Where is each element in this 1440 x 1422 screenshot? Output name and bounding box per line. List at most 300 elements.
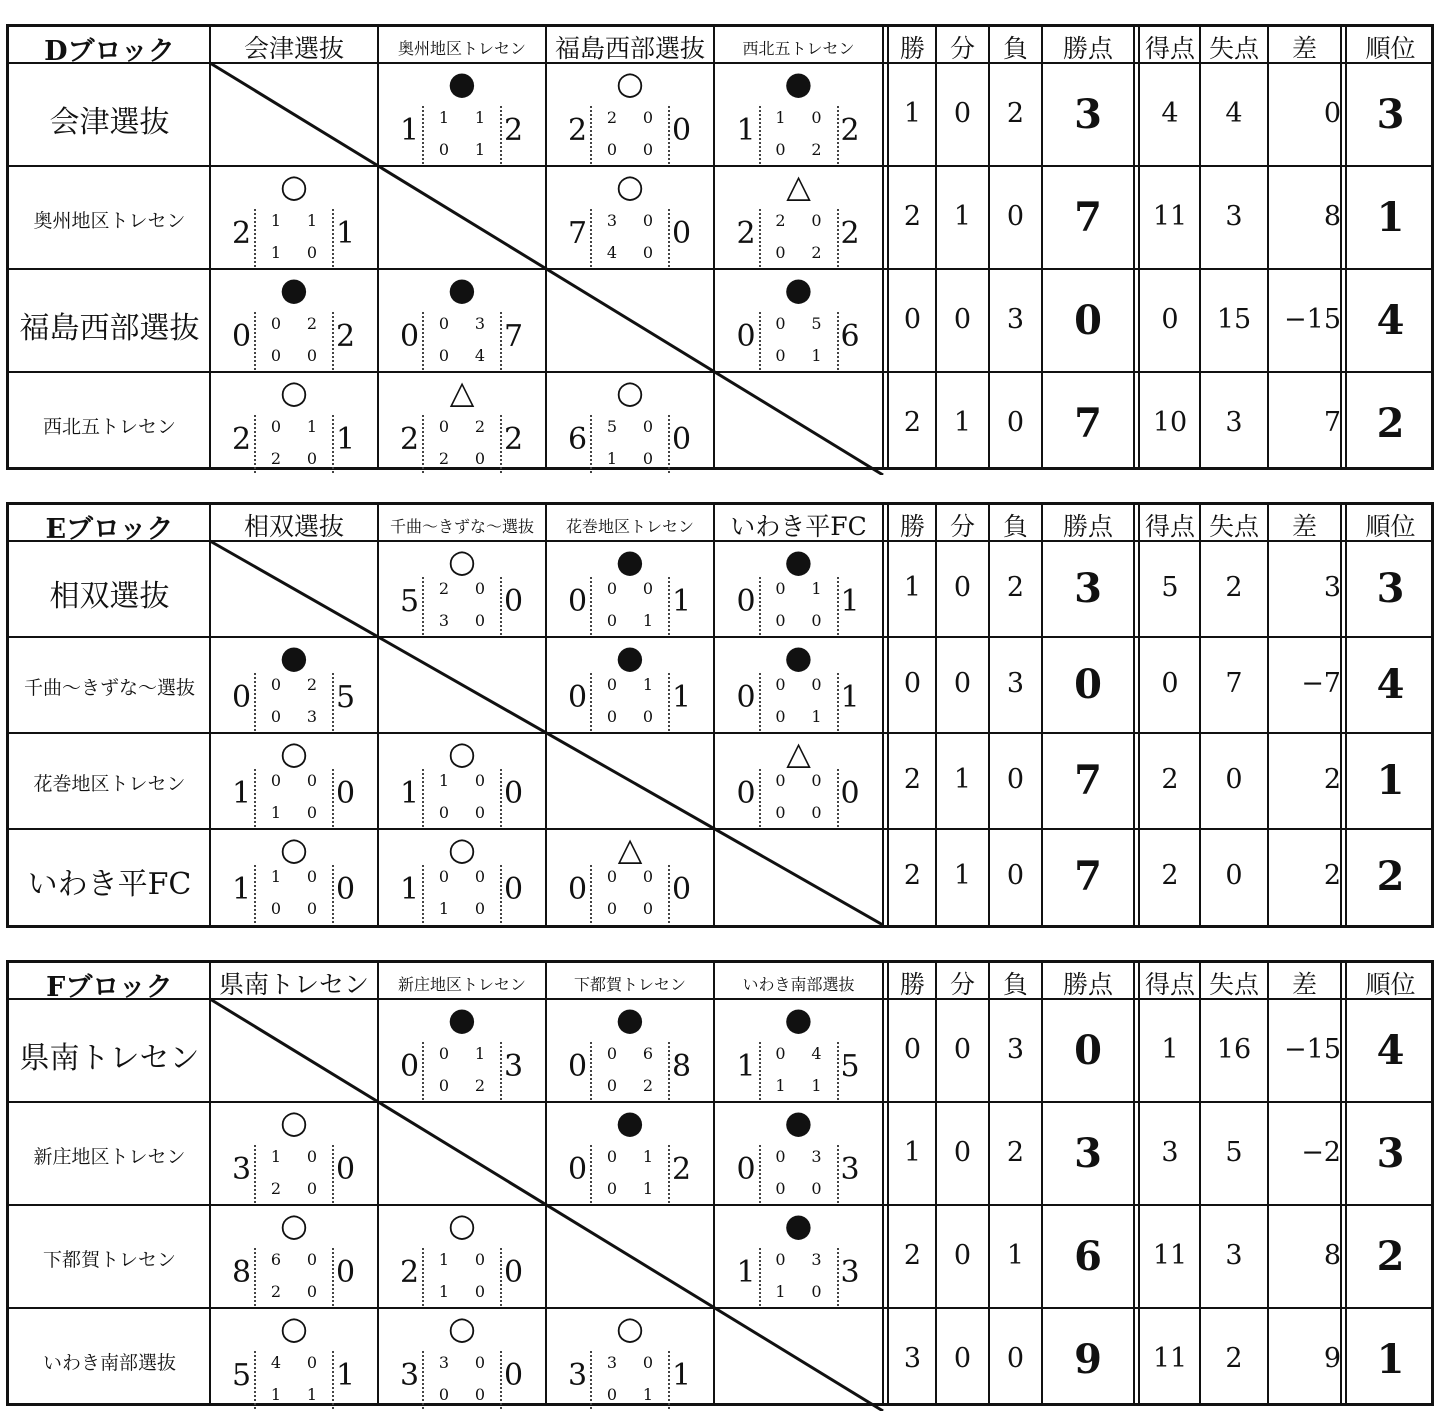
stat-points: 6 — [1074, 1232, 1102, 1280]
row-team-name: 下都賀トレセン — [42, 1248, 176, 1271]
goals-against: 2 — [672, 1152, 692, 1187]
goals-against: 0 — [336, 1152, 356, 1187]
second-half-score: 0 — [606, 1385, 618, 1404]
goals-for: 0 — [568, 872, 588, 907]
result-mark: △ — [617, 830, 643, 868]
goals-against: 2 — [504, 422, 524, 457]
result-mark: ○ — [280, 1309, 308, 1347]
stat-losses: 3 — [1006, 1033, 1025, 1065]
second-half-score: 0 — [306, 243, 318, 262]
stat-goals-for-total: 0 — [1161, 303, 1179, 335]
result-mark: ● — [616, 1103, 644, 1141]
second-half-score: 1 — [811, 1076, 822, 1095]
goals-for: 1 — [400, 776, 420, 811]
match-result-cell — [714, 166, 883, 269]
match-result-cell — [714, 541, 883, 637]
match-result-cell — [378, 733, 546, 829]
match-result-cell — [546, 999, 714, 1102]
goals-for: 2 — [400, 1255, 420, 1290]
score-bracket-left — [759, 106, 761, 164]
goals-for: 0 — [736, 1152, 756, 1187]
stat-goal-difference: 8 — [1323, 1239, 1341, 1271]
match-result-cell — [714, 733, 883, 829]
first-half-score: 1 — [775, 108, 786, 127]
stat-wins: 2 — [903, 860, 922, 891]
stat-losses: 0 — [1006, 406, 1025, 438]
score-bracket-right — [500, 1248, 502, 1306]
stat-points: 0 — [1074, 1026, 1102, 1074]
result-mark: △ — [786, 734, 811, 772]
second-half-score: 0 — [775, 243, 786, 262]
result-mark: ● — [784, 1103, 813, 1141]
score-bracket-right — [332, 209, 334, 267]
stat-wins: 2 — [903, 406, 922, 438]
stat-rank: 3 — [1376, 565, 1405, 612]
stat-wins: 1 — [903, 572, 922, 603]
score-bracket-left — [422, 577, 424, 635]
column-header-team: 西北五トレセン — [742, 39, 855, 58]
goals-against: 2 — [840, 113, 860, 148]
second-half-score: 0 — [642, 707, 654, 726]
goals-for: 5 — [400, 584, 420, 619]
stat-goals-for-total: 11 — [1152, 1342, 1188, 1374]
block-table-f — [6, 960, 1434, 1406]
column-header-team: 下都賀トレセン — [573, 975, 686, 994]
first-half-score: 4 — [270, 1353, 282, 1372]
second-half-score: 0 — [438, 346, 450, 365]
column-header-stat: 差 — [1291, 512, 1317, 541]
match-result-cell — [210, 829, 378, 925]
score-bracket-right — [500, 312, 502, 370]
stat-points: 9 — [1074, 1335, 1102, 1383]
goals-against: 0 — [336, 872, 356, 907]
goals-against: 1 — [672, 1358, 692, 1393]
match-result-cell — [210, 733, 378, 829]
stat-goal-difference: −15 — [1284, 303, 1341, 335]
row-team-name: 千曲～きずな～選抜 — [23, 677, 195, 699]
column-header-stat: 負 — [1002, 512, 1028, 541]
first-half-score: 0 — [642, 108, 654, 127]
second-half-score: 1 — [474, 140, 486, 159]
stat-goal-difference: 3 — [1323, 572, 1341, 603]
second-half-score: 0 — [306, 803, 318, 822]
stat-draws: 1 — [953, 406, 972, 438]
second-half-score: 0 — [811, 1282, 822, 1301]
first-half-score: 0 — [474, 579, 486, 598]
stat-wins: 3 — [903, 1342, 922, 1374]
first-half-score: 0 — [775, 1250, 786, 1269]
goals-against: 2 — [336, 319, 356, 354]
match-result-cell — [714, 1205, 883, 1308]
second-half-score: 0 — [775, 1179, 786, 1198]
stat-goals-against-total: 2 — [1225, 1342, 1243, 1374]
goals-for: 0 — [568, 584, 588, 619]
stat-wins: 0 — [903, 668, 922, 699]
score-bracket-left — [590, 1351, 592, 1409]
result-mark: ● — [280, 270, 308, 308]
result-mark: △ — [786, 167, 811, 205]
result-mark: ● — [784, 270, 813, 308]
first-half-score: 0 — [642, 579, 654, 598]
first-half-score: 0 — [811, 771, 822, 790]
second-half-score: 0 — [306, 449, 318, 468]
goals-against: 6 — [840, 319, 860, 354]
stat-wins: 2 — [903, 200, 922, 232]
stat-rank: 2 — [1376, 1232, 1405, 1280]
goals-for: 2 — [232, 216, 252, 251]
first-half-score: 0 — [474, 867, 486, 886]
stat-goals-for-total: 0 — [1161, 668, 1179, 699]
second-half-score: 2 — [270, 1179, 282, 1198]
second-half-score: 0 — [642, 140, 654, 159]
stat-rank: 1 — [1376, 1335, 1405, 1383]
goals-against: 0 — [672, 422, 692, 457]
column-header-stat: 負 — [1002, 970, 1028, 999]
first-half-score: 1 — [306, 211, 318, 230]
score-bracket-right — [837, 769, 839, 827]
column-header-team: 花巻地区トレセン — [565, 517, 694, 536]
score-bracket-left — [422, 1042, 424, 1100]
result-mark: ○ — [448, 1206, 476, 1244]
score-bracket-left — [590, 415, 592, 473]
stat-losses: 0 — [1006, 1342, 1025, 1374]
first-half-score: 6 — [270, 1250, 282, 1269]
row-team-name: 相双選抜 — [49, 579, 170, 614]
stat-losses: 3 — [1006, 303, 1025, 335]
block-name: Fブロック — [46, 972, 173, 1003]
stat-goals-for-total: 2 — [1161, 860, 1179, 891]
goals-against: 1 — [672, 584, 692, 619]
first-half-score: 0 — [775, 314, 786, 333]
stat-draws: 0 — [953, 1136, 972, 1168]
match-result-cell — [378, 1205, 546, 1308]
goals-for: 1 — [232, 776, 252, 811]
goals-for: 3 — [568, 1358, 588, 1393]
second-half-score: 2 — [811, 140, 822, 159]
column-header-team: 千曲～きずな～選抜 — [389, 517, 534, 536]
first-half-score: 0 — [811, 675, 822, 694]
stat-wins: 1 — [903, 1136, 922, 1168]
stat-losses: 0 — [1006, 860, 1025, 891]
column-header-stat: 勝 — [899, 970, 925, 999]
first-half-score: 1 — [642, 1147, 654, 1166]
score-bracket-right — [668, 106, 670, 164]
score-bracket-left — [422, 865, 424, 923]
score-bracket-right — [500, 415, 502, 473]
score-bracket-left — [254, 673, 256, 731]
match-result-cell — [714, 1102, 883, 1205]
first-half-score: 1 — [474, 1044, 486, 1063]
stat-goals-against-total: 3 — [1225, 200, 1243, 232]
goals-against: 0 — [672, 872, 692, 907]
goals-for: 2 — [232, 422, 252, 457]
goals-against: 0 — [504, 1358, 524, 1393]
result-mark: ● — [448, 64, 476, 102]
result-mark: ○ — [280, 1206, 308, 1244]
column-header-team: 福島西部選抜 — [554, 34, 705, 63]
stat-goal-difference: −2 — [1301, 1136, 1341, 1168]
first-half-score: 2 — [775, 211, 786, 230]
goals-against: 2 — [840, 216, 860, 251]
column-header-team: 県南トレセン — [218, 970, 369, 999]
score-bracket-right — [500, 577, 502, 635]
stat-rank: 3 — [1376, 1129, 1405, 1177]
score-bracket-right — [332, 1145, 334, 1203]
second-half-score: 1 — [775, 1282, 786, 1301]
first-half-score: 0 — [642, 211, 654, 230]
goals-for: 0 — [568, 1049, 588, 1084]
second-half-score: 0 — [606, 611, 618, 630]
second-half-score: 0 — [775, 346, 786, 365]
first-half-score: 0 — [775, 1147, 786, 1166]
stat-losses: 0 — [1006, 200, 1025, 232]
stat-goals-for-total: 11 — [1152, 1239, 1188, 1271]
column-header-stat: 分 — [949, 512, 975, 541]
stat-draws: 1 — [953, 200, 972, 232]
goals-against: 5 — [336, 680, 356, 715]
first-half-score: 0 — [270, 314, 282, 333]
goals-against: 0 — [504, 1255, 524, 1290]
block-name: Dブロック — [44, 36, 175, 67]
column-header-stat: 順位 — [1365, 34, 1416, 63]
score-bracket-right — [332, 769, 334, 827]
stat-goals-against-total: 2 — [1225, 572, 1243, 603]
second-half-score: 1 — [642, 1179, 654, 1198]
match-result-cell — [546, 372, 714, 475]
score-bracket-right — [332, 673, 334, 731]
score-bracket-left — [590, 577, 592, 635]
first-half-score: 0 — [775, 1044, 786, 1063]
column-header-stat: 勝点 — [1062, 34, 1113, 63]
match-result-cell — [714, 63, 883, 166]
match-result-cell — [714, 637, 883, 733]
stat-draws: 0 — [953, 303, 972, 335]
stat-rank: 3 — [1376, 90, 1405, 138]
second-half-score: 1 — [270, 243, 282, 262]
goals-against: 2 — [504, 113, 524, 148]
score-bracket-right — [837, 673, 839, 731]
stat-rank: 1 — [1376, 193, 1405, 241]
stat-draws: 0 — [953, 572, 972, 603]
goals-for: 1 — [232, 872, 252, 907]
result-mark: ● — [784, 638, 813, 676]
first-half-score: 1 — [642, 675, 654, 694]
second-half-score: 2 — [811, 243, 822, 262]
result-mark: ○ — [616, 373, 644, 411]
column-header-stat: 失点 — [1208, 34, 1259, 63]
goals-against: 1 — [336, 216, 356, 251]
second-half-score: 1 — [642, 611, 654, 630]
second-half-score: 0 — [606, 707, 618, 726]
first-half-score: 0 — [474, 1353, 486, 1372]
score-bracket-right — [332, 1351, 334, 1409]
match-result-cell — [210, 1308, 378, 1411]
block-table-e — [6, 502, 1434, 928]
score-bracket-right — [668, 415, 670, 473]
stat-rank: 1 — [1376, 757, 1405, 804]
second-half-score: 0 — [811, 803, 822, 822]
stat-losses: 3 — [1006, 668, 1025, 699]
second-half-score: 3 — [438, 611, 450, 630]
score-bracket-left — [254, 209, 256, 267]
goals-for: 2 — [400, 422, 420, 457]
stat-wins: 0 — [903, 303, 922, 335]
goals-for: 3 — [232, 1152, 252, 1187]
row-team-name: 西北五トレセン — [42, 415, 176, 438]
column-header-team: 奥州地区トレセン — [397, 39, 526, 58]
second-half-score: 0 — [438, 803, 450, 822]
stat-draws: 0 — [953, 97, 972, 129]
first-half-score: 0 — [270, 417, 282, 436]
first-half-score: 0 — [775, 771, 786, 790]
first-half-score: 2 — [438, 579, 450, 598]
second-half-score: 0 — [438, 140, 450, 159]
stat-goal-difference: −7 — [1301, 668, 1341, 699]
second-half-score: 3 — [306, 707, 318, 726]
second-half-score: 0 — [775, 611, 786, 630]
second-half-score: 0 — [474, 1282, 486, 1301]
goals-for: 0 — [736, 776, 756, 811]
score-bracket-left — [590, 106, 592, 164]
score-bracket-right — [332, 1248, 334, 1306]
score-bracket-left — [422, 769, 424, 827]
first-half-score: 0 — [438, 314, 450, 333]
score-bracket-left — [422, 106, 424, 164]
stat-goals-for-total: 11 — [1152, 200, 1188, 232]
stat-points: 3 — [1074, 565, 1102, 612]
result-mark: ○ — [616, 167, 644, 205]
goals-against: 1 — [336, 422, 356, 457]
score-bracket-right — [500, 769, 502, 827]
result-mark: ○ — [448, 734, 476, 772]
second-half-score: 2 — [270, 449, 282, 468]
match-result-cell — [714, 999, 883, 1102]
stat-wins: 2 — [903, 764, 922, 795]
score-bracket-left — [759, 673, 761, 731]
second-half-score: 0 — [606, 140, 618, 159]
score-bracket-right — [332, 865, 334, 923]
stat-points: 0 — [1074, 661, 1102, 708]
second-half-score: 0 — [642, 449, 654, 468]
first-half-score: 1 — [270, 1147, 282, 1166]
score-bracket-right — [668, 1042, 670, 1100]
stat-goals-against-total: 3 — [1225, 406, 1243, 438]
first-half-score: 3 — [811, 1250, 822, 1269]
stat-goal-difference: 8 — [1323, 200, 1341, 232]
first-half-score: 0 — [438, 1044, 450, 1063]
second-half-score: 0 — [474, 449, 486, 468]
column-header-stat: 差 — [1291, 970, 1317, 999]
result-mark: ● — [616, 638, 644, 676]
match-result-cell — [210, 1102, 378, 1205]
first-half-score: 0 — [306, 1250, 318, 1269]
goals-for: 1 — [736, 113, 756, 148]
goals-for: 6 — [568, 422, 588, 457]
column-header-stat: 勝 — [899, 34, 925, 63]
match-result-cell — [546, 63, 714, 166]
score-bracket-left — [422, 1351, 424, 1409]
second-half-score: 0 — [438, 1385, 450, 1404]
first-half-score: 0 — [642, 1353, 654, 1372]
stat-goal-difference: −15 — [1284, 1033, 1341, 1065]
stat-wins: 0 — [903, 1033, 922, 1065]
goals-for: 3 — [400, 1358, 420, 1393]
stat-losses: 1 — [1006, 1239, 1025, 1271]
match-result-cell — [378, 63, 546, 166]
match-result-cell — [378, 372, 546, 475]
score-bracket-right — [837, 1145, 839, 1203]
score-bracket-left — [759, 1145, 761, 1203]
goals-for: 0 — [736, 584, 756, 619]
goals-for: 5 — [232, 1358, 252, 1393]
first-half-score: 0 — [438, 417, 450, 436]
second-half-score: 1 — [811, 707, 822, 726]
second-half-score: 0 — [775, 707, 786, 726]
stat-goals-against-total: 3 — [1225, 1239, 1243, 1271]
goals-for: 7 — [568, 216, 588, 251]
first-half-score: 3 — [606, 211, 618, 230]
first-half-score: 0 — [474, 771, 486, 790]
stat-points: 7 — [1074, 193, 1102, 241]
column-header-stat: 勝点 — [1062, 970, 1113, 999]
second-half-score: 0 — [811, 1179, 822, 1198]
column-header-stat: 勝点 — [1062, 512, 1113, 541]
score-bracket-left — [422, 1248, 424, 1306]
score-bracket-right — [668, 865, 670, 923]
stat-goal-difference: 2 — [1323, 764, 1341, 795]
second-half-score: 0 — [474, 803, 486, 822]
column-header-team: 相双選抜 — [243, 512, 344, 541]
result-mark: ○ — [280, 1103, 308, 1141]
goals-for: 0 — [736, 319, 756, 354]
match-result-cell — [546, 541, 714, 637]
result-mark: ○ — [448, 542, 476, 580]
result-mark: ● — [280, 638, 308, 676]
first-half-score: 0 — [811, 211, 822, 230]
first-half-score: 0 — [811, 108, 822, 127]
score-bracket-left — [759, 312, 761, 370]
second-half-score: 2 — [438, 449, 450, 468]
score-bracket-left — [590, 1145, 592, 1203]
column-header-stat: 勝 — [899, 512, 925, 541]
first-half-score: 4 — [811, 1044, 822, 1063]
goals-against: 7 — [504, 319, 524, 354]
column-header-stat: 差 — [1291, 34, 1317, 63]
second-half-score: 0 — [811, 611, 822, 630]
row-team-name: 福島西部選抜 — [19, 310, 200, 346]
stat-draws: 1 — [953, 860, 972, 891]
score-bracket-left — [422, 415, 424, 473]
goals-against: 0 — [672, 113, 692, 148]
first-half-score: 0 — [474, 1250, 486, 1269]
stat-goals-against-total: 0 — [1225, 764, 1243, 795]
second-half-score: 0 — [775, 803, 786, 822]
first-half-score: 0 — [642, 867, 654, 886]
goals-for: 0 — [232, 319, 252, 354]
stat-goals-for-total: 2 — [1161, 764, 1179, 795]
goals-against: 3 — [840, 1255, 860, 1290]
match-result-cell — [210, 269, 378, 372]
first-half-score: 0 — [606, 867, 618, 886]
first-half-score: 5 — [606, 417, 618, 436]
score-bracket-left — [759, 769, 761, 827]
second-half-score: 1 — [642, 1385, 654, 1404]
row-team-name: 県南トレセン — [19, 1040, 200, 1076]
score-bracket-right — [500, 1042, 502, 1100]
stat-goals-for-total: 3 — [1161, 1136, 1179, 1168]
column-header-team: 新庄地区トレセン — [397, 975, 526, 994]
score-bracket-left — [590, 1042, 592, 1100]
